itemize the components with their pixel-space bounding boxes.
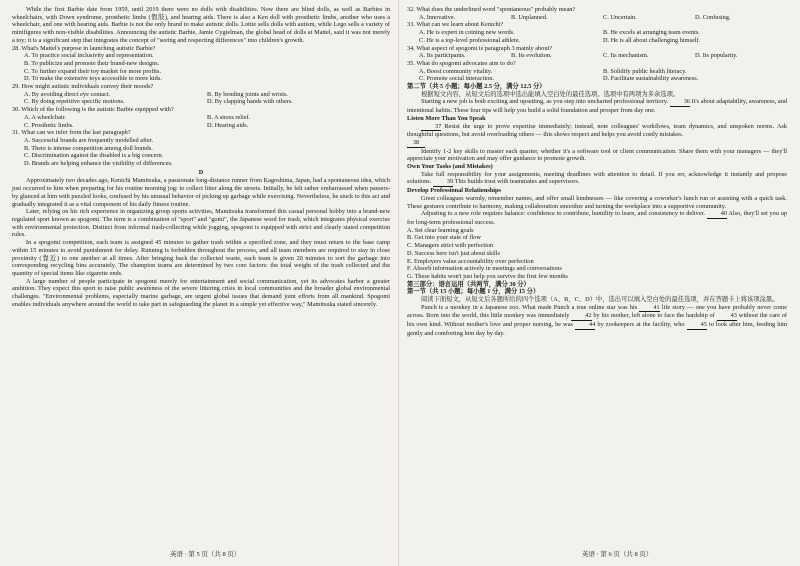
s2-option-d: D. Success here isn't just about skills: [407, 249, 500, 257]
option-b: B. There is intense competition among doll brands.: [24, 144, 153, 152]
blank-41: 41: [639, 304, 659, 313]
option-d: D. By clapping hands with others.: [207, 98, 293, 106]
heading-own-tasks: Own Your Tasks (and Mistakes): [407, 163, 493, 171]
passage-d-paragraph-1: Approximately two decades ago, Kenichi Mamitsuka, a passionate long-distance runner from Kagoshima, Japan, had a spontaneous idea, which just occurred to him when preparing for his routine morning jog: to collect litter along the streets. Initially, he felt rather embarrassed when passers-by glanced at him with puzzled looks, confused by his unusual behavior of picking up garbage while exercising. Nevertheless, he stuck to this act and gradually integrated it as a vital component of his daily fitness routine.: [12, 177, 390, 208]
question-stem: 32. What does the underlined word "spontaneous" probably mean?: [407, 6, 576, 13]
passage-d-label: D: [198, 168, 204, 176]
question-stem: 33. What can we learn about Kenichi?: [407, 21, 504, 29]
question-35: [407, 60, 787, 83]
text: Take full responsibility for your assignments, meeting deadlines with attention to detail. If you err, acknowledge it instantly and propose solutions.: [407, 170, 787, 186]
s2-option-e: E. Employers value accountability over perfection: [407, 257, 534, 265]
option-c: C. He is a top-level professional athlete.: [419, 36, 521, 44]
option-d: D. Facilitate sustainability awareness.: [603, 75, 699, 83]
intro-paragraph: While the first Barbie date from 1959, until 2019 there were no dolls with disabilities. Now there are blind dolls, as well as Barbies in wheelchairs, with Down syndrome, prosthetic limbs (假肢), and hearing aids. There is also a Ken doll with prosthetic limbs, another who uses a wheelchair, and one with hearing aids. Barbie is not the only brand to make autistic dolls. Lottie sells dolls with autism, while Lego sells a variety of minifigures with non-visible disabilities. Announcing the autistic Barbie, Jamie Cygielman, the global head of dolls at Mattel, said it was not merely a toy; it is a significant step that integrates the concept of "seeing and respecting differences" into children's growth.: [12, 6, 390, 44]
page-footer-right: 英语 · 第 6 页（共 8 页）: [582, 551, 653, 558]
option-c: C. Promote social interaction.: [419, 75, 495, 83]
question-32: [407, 6, 787, 21]
option-b: B. Its evolution.: [511, 52, 552, 60]
part-3-title: 第三部分：语言运用（共两节，满分 30 分）: [407, 280, 530, 288]
s2-paragraph-2: [407, 123, 787, 139]
option-a: A. Boost community vitality.: [419, 67, 493, 75]
option-b: B. By bending joints and wrists.: [207, 90, 288, 98]
s2-option-c: C. Managers strict with perfection: [407, 242, 494, 250]
option-d: D. Brands are helping enhance the visibility of differences.: [24, 160, 173, 168]
page-footer-left: 英语 · 第 5 页（共 8 页）: [170, 551, 241, 558]
text: to look after him, feeding him gently and comforting him day by day.: [407, 321, 787, 337]
passage-d-paragraph-4: A large number of people participate in spogomi merely for entertainment and social communication, yet its advocates harbor a greater ambition. They expect this sport to raise public awareness of the severe littering crisis in local communities and the broader global environmental challenges. "Environmental problems, especially marine garbage, are urgent global issues that demand joint efforts from all mankind. Spogomi enables individuals anywhere around the world to take part in safeguarding the planet in a simple yet effective way," Mamitsuka stated sincerely.: [12, 277, 390, 308]
text: Adjusting to a new role requires balance: confidence to contribute, humility to learn, and consistency to deliver.: [421, 210, 705, 218]
option-b: B. Unplanned.: [511, 13, 548, 21]
option-a: A. Its participants.: [419, 52, 466, 60]
blank-42: 42: [571, 312, 591, 321]
s2-paragraph-3: Identify 1-2 key skills to master each quarter, whether it's a software tool or client communication. Share them with your managers — they'll appreciate your motivation and may offer guidance to promote growth.: [407, 147, 787, 163]
blank-36: 36: [670, 98, 690, 107]
option-d: D. Hearing aids.: [207, 121, 249, 129]
s2-paragraph-4: [407, 171, 787, 187]
passage-d-paragraph-3: In a spogomi competition, each team is assigned 45 minutes to gather trash within a specified zone, and they must return to the base camp within 15 minutes to avoid punishment for delay. Running is forbidden throughout the process, and all team members are required to stay in close proximity (靠近) to one another at all times. After bringing back the collected waste, each team is given 20 minutes to sort the garbage into corresponding recycling bins accurately. The champion teams are determined by two core factors: the total weight of the trash collected and the quantity of special items like cigarette ends.: [12, 239, 390, 277]
question-stem: 29. How might autistic individuals convey their moods?: [12, 83, 154, 91]
blank-39: 39: [433, 178, 453, 187]
question-stem: 34. What aspect of spogomi is paragraph 3 mainly about?: [407, 44, 553, 52]
question-34: [407, 45, 787, 60]
passage-d-paragraph-2: Later, relying on his rich experience in organizing group sports activities, Mamitsuka transformed this casual personal hobby into a brand-new regulated sport known as spogomi. The term is a combination of "sport" and "gomi", the Japanese word for trash, which integrates physical exercise with environmental protection. Distinct from informal trash-collecting while jogging, spogomi is equipped with strict and clearly stated competition rules.: [12, 208, 390, 239]
text: This builds trust with teammates and supervisors.: [454, 178, 580, 186]
text: Also, they'll set you up for long-term professional success.: [407, 210, 787, 226]
blank-45: 45: [687, 321, 707, 330]
s2-option-g: G. These habits won't just help you survive the first few months: [407, 272, 568, 280]
option-a: A. A wheelchair.: [24, 113, 66, 121]
text: It's about adaptability, awareness, and intentional habits. These four tips will help you build a solid foundation and prosper from day one.: [407, 98, 787, 115]
question-stem: 35. What do spogomi advocates aim to do?: [407, 59, 516, 67]
option-b: B. A stress relief.: [207, 113, 251, 121]
s2-options: [407, 227, 787, 281]
option-b: B. To publicize and promote their brand-new designs.: [24, 59, 160, 67]
text: by zookeepers at the facility, who: [597, 321, 685, 329]
option-a: A. Successful brands are frequently modelled after.: [24, 136, 154, 144]
question-stem: 31. What can we infer from the last paragraph?: [12, 129, 131, 137]
s2-paragraph-5: Greet colleagues warmly, remember names, and offer small kindnesses — like covering a coworker's lunch run or assisting with a quick task. These gestures contribute to harmony, making collaboration smoother and turning the workplace into a supportive community.: [407, 194, 787, 210]
option-c: C. Its mechanism.: [603, 52, 649, 60]
s2-option-b: B. Get into your state of flow: [407, 234, 481, 242]
page-divider: [398, 0, 399, 566]
question-28: [12, 45, 390, 84]
text: Resist the urge to prove expertise immediately; instead, note colleagues' workflows, team dynamics, and unspoken norms. Ask thoughtful questions, but avoid overloading others — this shows respect and helps you avoid costly mistakes.: [407, 122, 788, 139]
question-30: [12, 106, 390, 129]
section-2-title: 第二节（共 5 小题；每小题 2.5 分，满分 12.5 分）: [407, 83, 546, 91]
option-a: A. By avoiding direct eye contact.: [24, 90, 111, 98]
section-2-instruction: 根据短文内容，从短文后的选项中选出能填入空白处的最佳选项。选项中有两项为多余选项。: [421, 90, 680, 98]
question-stem: 30. Which of the following is the autistic Barbie equipped with?: [12, 106, 174, 114]
option-c: C. Uncertain.: [603, 13, 637, 21]
blank-38: 38: [407, 139, 425, 148]
s2-heading-38: [407, 139, 787, 148]
s2-paragraph-1: [407, 98, 787, 114]
option-d: D. To make the extensive toys accessible to more kids.: [24, 75, 162, 83]
question-29: [12, 83, 390, 106]
heading-listen: Listen More Than You Speak: [407, 114, 486, 122]
blank-44: 44: [575, 321, 595, 330]
blank-43: 43: [717, 312, 737, 321]
part-3-section-1: 第一节（共 15 小题；每小题 1 分，满分 15 分）: [407, 288, 540, 296]
option-d: D. He is all about challenging himself.: [603, 36, 701, 44]
question-33: [407, 21, 787, 44]
part-3-instruction: 阅读下面短文，从短文后各题所给的四个选项（A、B、C、D）中，选出可以填入空白处的最佳选项，并在答题卡上将该项涂黑。: [421, 296, 779, 304]
s2-paragraph-6: [407, 210, 787, 226]
right-page: [407, 6, 787, 338]
option-c: C. To further expand their toy market for more profits.: [24, 67, 162, 75]
s2-option-a: A. Set clear learning goals: [407, 226, 474, 234]
text: by his mother, left alone to face the hardship of: [593, 312, 715, 320]
cloze-paragraph: [407, 304, 787, 338]
option-d: D. Confusing.: [695, 13, 731, 21]
question-stem: 28. What's Mattel's purpose in launching autistic Barbie?: [12, 44, 156, 52]
option-b: B. Solidify public health literacy.: [603, 67, 687, 75]
question-31: [12, 129, 390, 168]
blank-37: 37: [421, 123, 441, 132]
s2-option-f: F. Absorb information actively in meetings and conversations: [407, 265, 562, 273]
left-page: [12, 6, 390, 308]
blank-40: 40: [707, 210, 727, 219]
option-a: A. To practice social inclusivity and representation.: [24, 52, 154, 60]
option-c: C. Prosthetic limbs.: [24, 121, 74, 129]
text: without the care of his own kind. Without mother's love and proper nursing, he was: [407, 312, 787, 329]
heading-relationships: Develop Professional Relationships: [407, 187, 501, 195]
option-d: D. Its popularity.: [695, 52, 738, 60]
option-b: B. He excels at arranging team events.: [603, 29, 700, 37]
option-c: C. Discrimination against the disabled is a big concern.: [24, 152, 164, 160]
option-a: A. Innovative.: [419, 13, 456, 21]
text: Punch is a monkey in a Japanese zoo. What made Punch a true online star was his: [421, 303, 638, 311]
option-a: A. He is expert in coining new words.: [419, 29, 515, 37]
text: life story — one you have probably never come across. Born into the world, this little monkey was immediately: [407, 303, 788, 320]
option-c: C. By doing repetitive specific motions.: [24, 98, 125, 106]
text: Starting a new job is both exciting and upsetting, as you step into uncharted professional territory.: [421, 98, 669, 106]
